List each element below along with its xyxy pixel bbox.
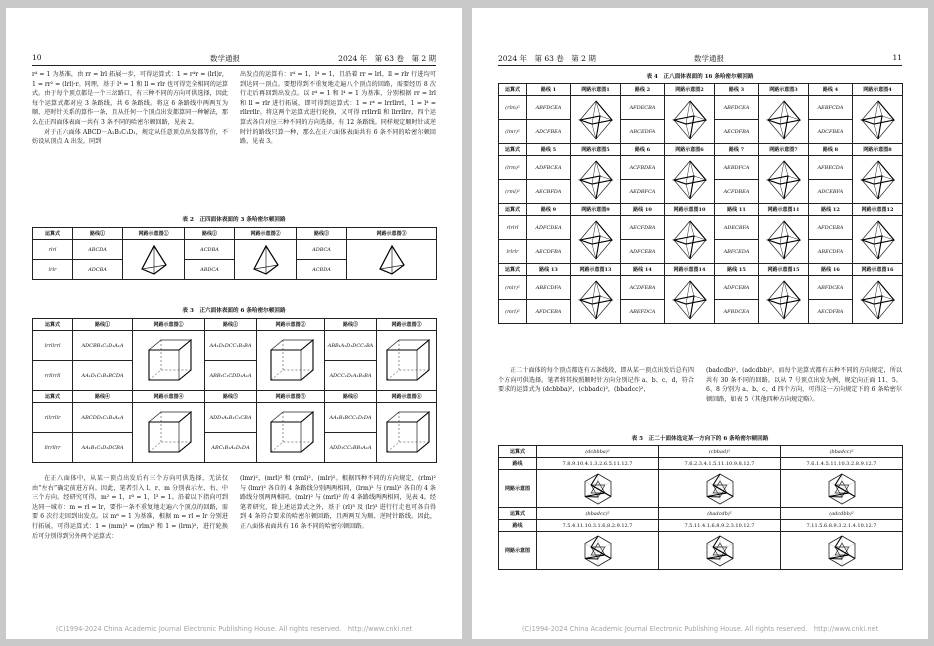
header-cell: [759, 204, 809, 216]
header-cell: 路线 4: [809, 84, 853, 96]
octahedron-icon: [856, 158, 900, 202]
right-page: [472, 8, 928, 639]
route-cell: ACFDBEA: [715, 180, 759, 204]
diagram-head-label: 网路示意图: [673, 207, 699, 213]
tetrahedron-icon: [375, 243, 409, 277]
diagram-head-number: 3: [794, 87, 798, 93]
route-cell: ABEFDCA: [621, 300, 665, 324]
route-cell: ADCFBEA: [809, 120, 853, 144]
right-column-2: [706, 366, 902, 428]
left-column-4: [240, 474, 436, 604]
table-row: [499, 446, 903, 458]
left-page: [6, 8, 462, 639]
table-row: [33, 240, 437, 260]
cube-diagram: [377, 331, 437, 391]
cube-icon: [381, 408, 433, 458]
header-cell: 网路示意图③: [377, 319, 437, 331]
diagram-head-number: 8: [888, 147, 892, 153]
octahedron-icon: [574, 278, 618, 322]
table5-caption: 表 5 正二十面体选定某一方向下的 6 条哈密尔顿回路: [631, 436, 769, 442]
table-row: [499, 532, 903, 570]
expr-cell: (rml)²: [499, 180, 527, 204]
icosahedron-diagram: [659, 470, 781, 508]
octahedron-icon: [856, 98, 900, 142]
paragraph: 对于正六面体 ABCD－A₁B₁C₁D₁，规定从任意顶点出发都等价，不妨设从顶点 A 出发。同到: [32, 128, 228, 146]
diagram-head-number: 13: [604, 267, 612, 273]
route-cell: ABC₁B₁A₁D₁DA: [205, 433, 257, 463]
diagram-head-number: 15: [792, 267, 800, 273]
route-cell: ACDFEBA: [621, 276, 665, 300]
diagram-head-label: 网路示意图: [769, 147, 795, 153]
diagram-head-label: 网路示意图: [861, 207, 887, 213]
octahedron-diagram: [571, 276, 621, 324]
tetrahedron-icon: [137, 243, 171, 277]
octahedron-diagram: [665, 96, 715, 144]
icosahedron-diagram: [537, 532, 659, 570]
icosahedron-diagram: [781, 532, 903, 570]
route-cell: ADD₁CC₁BB₁A₁A: [325, 433, 377, 463]
route-cell: ADCEBFA: [809, 180, 853, 204]
table-header-row: [33, 391, 437, 403]
expr-cell: lrrllrrl: [33, 331, 73, 361]
route-cell: ABCEDFA: [621, 120, 665, 144]
paragraph: (lmr)²，(mrl)² 和 (rml)²，(mlr)²。根据四种不同的方向规定，(rlm)² 与 (lmr)² 各自的 4 条路线分别两两相同，(lrm)² 与 (rml)² 各自的 4 条路线分别两两相同，(mlr)² 与 (mrl)² 的 4 条路线两两相同，见表 4。经笔者研究，除上述运算式之外，基于 (rl)³ 及 (lr)³ 进行行走也可各自得到 4 条符合要求的哈密尔顿回路，且两两互为顺、逆时针路线。因此，正八面体表面共有 16 条不同的哈密尔顿回路。: [240, 475, 436, 530]
route-cell: ADFCDEA: [527, 216, 571, 240]
tetra-diagram: [347, 240, 437, 280]
cube-diagram: [257, 403, 325, 463]
header-cell: 运算式: [499, 144, 527, 156]
octahedron-icon: [762, 98, 806, 142]
table-header-row: [499, 204, 903, 216]
header-cell: 路线⑥: [325, 391, 377, 403]
header-cell: [759, 264, 809, 276]
icosahedron-icon: [696, 533, 744, 569]
row-label: 运算式: [499, 446, 537, 458]
table3-caption: 表 3 正六面体表面的 6 条哈密尔顿回路: [182, 308, 286, 314]
octahedron-icon: [762, 158, 806, 202]
route-cell: AEBFCDA: [809, 96, 853, 120]
row-label: 网路示意图: [499, 470, 537, 508]
table-row: [499, 508, 903, 520]
header-cell: 路线①: [73, 228, 123, 240]
tetra-diagram: [235, 240, 297, 280]
header-cell: [665, 264, 715, 276]
icosahedron-diagram: [659, 532, 781, 570]
octahedron-diagram: [759, 96, 809, 144]
route-cell: ABB₁A₁D₁DCC₁BA: [325, 331, 377, 361]
diagram-head-label: 网路示意图: [767, 207, 793, 213]
cube-diagram: [257, 331, 325, 391]
octahedron-diagram: [853, 96, 903, 144]
header-cell: 网路示意图②: [257, 319, 325, 331]
expr-cell: (bbadcc)²: [537, 508, 659, 520]
left-column-2: [240, 70, 436, 210]
octahedron-icon: [668, 278, 712, 322]
diagram-head-label: 网路示意图: [675, 147, 701, 153]
expr-cell: (bbadcc)²: [781, 446, 903, 458]
header-cell: 网路示意图③: [347, 228, 437, 240]
cube-icon: [143, 408, 195, 458]
left-issue-info: 2024 年 第 63 卷 第 2 期: [338, 54, 436, 63]
header-cell: 路线 13: [527, 264, 571, 276]
octahedron-icon: [574, 98, 618, 142]
route-cell: 7.8.9.10.4.1.3.2.6.5.11.12.7: [537, 458, 659, 470]
cube-icon: [381, 336, 433, 386]
paragraph: (badcdb)²，(adcdbb)²。而每个运算式都有五种不同的方向规定，所以共有 30 条不同的回路。以从 7 号顶点出发为例，规定向正面 11、5、6、8 分别为 a、b、c、d 四个方向，可得这一方向规定下的 6 条哈密尔顿回路，如表 5（其他四种方向规定略）。: [706, 367, 902, 403]
octahedron-icon: [856, 278, 900, 322]
paragraph: 在正八面体中，从某一顶点出发后有三个方向可供选择，无法仅由“左右”确定前进方向。因此，笔者引入 l、r、m 分别表示左、右、中三个方向。经研究可得，m² = 1，r³ = 1，l³ = 1。沿着以下指向可到达同一城市：m = rl = lr，要作一条不重复地走遍六个顶点的回路，需要 6 次行走回到出发点。以 m⁶ = 1 为基准，根据 m = rl = lr 分别进行拓展，可得运算式：1 = (mm)³ = (rlm)² 和 1 = (lrm)²，进行轮换后可分别得到另外两个运算式：: [32, 475, 228, 540]
route-cell: AA₁D₁DCC₁B₁BA: [205, 331, 257, 361]
header-cell: 运算式: [499, 84, 527, 96]
header-cell: [571, 204, 621, 216]
left-copyright-footer: (C)1994-2024 China Academic Journal Electronic Publishing House. All rights reserved. http://www.cnki.net: [55, 625, 413, 633]
row-label: 网路示意图: [499, 532, 537, 570]
header-cell: 运算式: [33, 391, 73, 403]
right-page-number: 11: [892, 53, 902, 62]
left-running-header: [32, 53, 436, 66]
route-cell: ADECBFA: [715, 216, 759, 240]
diagram-head-number: 10: [698, 207, 706, 213]
header-cell: [853, 204, 903, 216]
paragraph: 出发点的运算有：r⁴ = 1，l⁴ = 1，且沿着 rr = lrl，ll = rlr 行进均可到达同一顶点。要想得到不重复地走遍八个顶点的回路，需要经历 8 次行走后再回到出发点。以 r⁴ = 1 和 l⁴ = 1 为基准，分别根据 rr = lrl 和 ll = rlr 进行拓展，即可得到运算式：1 = r⁴ = lrrllrrl，1 = l⁴ = rllrrllr。将这两个运算式进行轮换，又可得 rrllrrll 和 llrrllrr。四个运算式各自对应三种不同的方向选择，有 12 条路线。同样规定顺时针或逆时针的路线只算一种，那么在正六面体表面共有 6 条不同的哈密尔顿回路，见表 3。: [240, 71, 436, 146]
route-cell: 7.5.11.4.1.6.8.9.2.3.10.12.7: [659, 520, 781, 532]
header-cell: 路线③: [297, 228, 347, 240]
octahedron-diagram: [665, 276, 715, 324]
header-cell: 路线①: [73, 319, 133, 331]
route-cell: 7.6.2.3.4.1.5.11.10.9.8.12.7: [659, 458, 781, 470]
header-cell: 网路示意图①: [133, 319, 205, 331]
expr-cell: rlrlrl: [499, 216, 527, 240]
route-cell: AECBFDA: [527, 180, 571, 204]
route-cell: AFDECBA: [621, 96, 665, 120]
table5: [498, 445, 903, 570]
row-label: 路线: [499, 458, 537, 470]
table-header-row: [33, 228, 437, 240]
header-cell: 路线 3: [715, 84, 759, 96]
expr-cell: (mlr)²: [499, 276, 527, 300]
route-cell: AA₁B₁C₁D₁DCBA: [73, 433, 133, 463]
paragraph: r⁴ = 1 为基准，由 rr = lrl 拓展一步，可得运算式：1 = r⁴r = (lrl)r，1 = rr² = (lrl)·r。同理，基于 l⁴ = 1 和 ll = rlr 也可得完全相同的运算式。由于每个顶点都是一个三岔路口，有三种不同的方向可供选择，因此每个运算式都对应 3 条路线，共 6 条路线。将这 6 条路线中两两互为顺、逆时针关系的算作一条，且从任何一个顶点出发都算同一种解法，那么在正四面体表面一共有 3 条不同的哈密尔顿回路，见表 2。: [32, 71, 228, 126]
route-cell: 7.6.1.4.5.11.10.3.2.8.9.12.7: [781, 458, 903, 470]
diagram-head-label: 网路示意图: [581, 207, 607, 213]
header-cell: [759, 144, 809, 156]
header-cell: 网路示意图②: [235, 228, 297, 240]
route-cell: 7.5.4.11.10.3.1.6.8.2.9.12.7: [537, 520, 659, 532]
octahedron-diagram: [665, 216, 715, 264]
header-cell: [853, 84, 903, 96]
diagram-head-number: 5: [606, 147, 610, 153]
octahedron-icon: [668, 98, 712, 142]
left-column-1: [32, 70, 228, 210]
row-label: 路线: [499, 520, 537, 532]
route-cell: AFDCEBA: [809, 216, 853, 240]
route-cell: ABFDCEA: [809, 276, 853, 300]
table-header-row: [499, 144, 903, 156]
cube-icon: [265, 336, 317, 386]
octahedron-diagram: [571, 156, 621, 204]
octahedron-icon: [762, 278, 806, 322]
table-header-row: [33, 319, 437, 331]
expr-cell: rlrl: [33, 240, 73, 260]
route-cell: AFDCEBA: [527, 300, 571, 324]
header-cell: [571, 84, 621, 96]
diagram-head-label: 网路示意图: [581, 87, 607, 93]
right-column-1: [498, 366, 694, 428]
header-cell: 路线 5: [527, 144, 571, 156]
table2: [32, 227, 437, 280]
expr-cell: rrllrrll: [33, 361, 73, 391]
table-row: [499, 216, 903, 240]
cube-diagram: [377, 403, 437, 463]
octahedron-diagram: [571, 216, 621, 264]
route-cell: ADBCA: [297, 240, 347, 260]
diagram-head-number: 11: [792, 207, 800, 213]
route-cell: ADFCEBA: [621, 240, 665, 264]
route-cell: ABDCA: [185, 260, 235, 280]
header-cell: 路线 2: [621, 84, 665, 96]
header-cell: 网路示意图④: [133, 391, 205, 403]
table-row: [499, 276, 903, 300]
header-cell: 运算式: [33, 228, 73, 240]
route-cell: ACBDA: [297, 260, 347, 280]
octahedron-diagram: [853, 156, 903, 204]
table3: [32, 318, 437, 463]
octahedron-diagram: [759, 216, 809, 264]
route-cell: ABECDFA: [527, 276, 571, 300]
octahedron-diagram: [571, 96, 621, 144]
icosahedron-diagram: [537, 470, 659, 508]
left-journal-name: 数学通报: [210, 54, 240, 63]
tetrahedron-icon: [249, 243, 283, 277]
diagram-head-label: 网路示意图: [863, 87, 889, 93]
header-cell: 路线 16: [809, 264, 853, 276]
table-header-row: [499, 84, 903, 96]
right-running-header: [498, 53, 902, 66]
table-row: [499, 96, 903, 120]
header-cell: 路线 14: [621, 264, 665, 276]
left-column-3: [32, 474, 228, 604]
header-cell: 运算式: [33, 319, 73, 331]
expr-cell: rllrrllr: [33, 403, 73, 433]
header-cell: 运算式: [499, 264, 527, 276]
right-issue-info: 2024 年 第 63 卷 第 2 期: [498, 54, 596, 63]
header-cell: [665, 84, 715, 96]
header-cell: 路线⑤: [205, 391, 257, 403]
table-row: [33, 403, 437, 433]
route-cell: ABECDFA: [809, 240, 853, 264]
expr-cell: (rlm)²: [499, 96, 527, 120]
header-cell: 网路示意图⑤: [257, 391, 325, 403]
route-cell: AA₁D₁C₁B₁BCDA: [73, 361, 133, 391]
route-cell: ABFDCEA: [527, 96, 571, 120]
table-row: [499, 470, 903, 508]
route-cell: AFBECDA: [809, 156, 853, 180]
expr-cell: (cbbad)²: [659, 446, 781, 458]
route-cell: ACFBDEA: [621, 156, 665, 180]
route-cell: ADCBB₁C₁D₁A₁A: [73, 331, 133, 361]
diagram-head-number: 6: [700, 147, 704, 153]
header-cell: [571, 144, 621, 156]
octahedron-icon: [574, 218, 618, 262]
diagram-head-label: 网路示意图: [863, 147, 889, 153]
left-page-number: 10: [32, 53, 42, 62]
header-cell: 路线④: [73, 391, 133, 403]
icosahedron-diagram: [781, 470, 903, 508]
table4-caption: 表 4 正八面体表面的 16 条哈密尔顿回路: [646, 74, 754, 80]
table-row: [499, 458, 903, 470]
header-cell: 路线 10: [621, 204, 665, 216]
tetra-diagram: [123, 240, 185, 280]
octahedron-diagram: [665, 156, 715, 204]
cube-icon: [265, 408, 317, 458]
header-cell: [571, 264, 621, 276]
route-cell: ADCC₁D₁A₁B₁BA: [325, 361, 377, 391]
header-cell: 路线②: [185, 228, 235, 240]
expr-cell: lrlr: [33, 260, 73, 280]
route-cell: ADFCEBA: [715, 276, 759, 300]
route-cell: AEBDFCA: [715, 156, 759, 180]
table4: [498, 83, 903, 324]
expr-cell: (mrl)²: [499, 300, 527, 324]
expr-cell: (dcbbba)²: [537, 446, 659, 458]
diagram-head-label: 网路示意图: [861, 267, 887, 273]
diagram-head-label: 网路示意图: [675, 87, 701, 93]
route-cell: AECDFBA: [809, 300, 853, 324]
route-cell: AECDFBA: [715, 120, 759, 144]
expr-cell: (badcdb)²: [659, 508, 781, 520]
right-journal-name: 数学通报: [694, 54, 724, 63]
diagram-head-number: 1: [606, 87, 610, 93]
icosahedron-icon: [818, 533, 866, 569]
header-cell: 运算式: [499, 204, 527, 216]
right-copyright-footer: (C)1994-2024 China Academic Journal Electronic Publishing House. All rights reserved. http://www.cnki.net: [521, 625, 879, 633]
header-cell: 路线 8: [809, 144, 853, 156]
table-row: [33, 433, 437, 463]
header-cell: 网路示意图⑥: [377, 391, 437, 403]
route-cell: ABB₁C₁CDD₁A₁A: [205, 361, 257, 391]
diagram-head-number: 12: [886, 207, 894, 213]
route-cell: ACDBA: [185, 240, 235, 260]
table-row: [33, 331, 437, 361]
header-cell: [665, 144, 715, 156]
route-cell: ABFCEDA: [715, 240, 759, 264]
cube-diagram: [133, 403, 205, 463]
expr-cell: (lmr)²: [499, 120, 527, 144]
header-cell: 路线 6: [621, 144, 665, 156]
paragraph: 正二十面体的每个顶点都连有五条线段，即从某一顶点出发后总有四个方向可供选择。笔者将其按照顺时针方向分别记作 a、b、c、d，符合要求的运算式为 (dcbbba)²，(cbbadc)²，(bbadcc)²，: [498, 367, 694, 394]
icosahedron-icon: [818, 471, 866, 507]
row-label: 运算式: [499, 508, 537, 520]
route-cell: AA₁B₁BCC₁D₁DA: [325, 403, 377, 433]
header-cell: 路线 7: [715, 144, 759, 156]
octahedron-diagram: [853, 216, 903, 264]
diagram-head-number: 16: [886, 267, 894, 273]
table-row: [499, 156, 903, 180]
diagram-head-number: 9: [606, 207, 610, 213]
diagram-head-number: 2: [700, 87, 704, 93]
header-cell: 路线 12: [809, 204, 853, 216]
table-row: [33, 361, 437, 391]
cube-diagram: [133, 331, 205, 391]
route-cell: AECDFBA: [527, 240, 571, 264]
route-cell: ABCDA: [73, 240, 123, 260]
octahedron-diagram: [759, 276, 809, 324]
diagram-head-label: 网路示意图: [673, 267, 699, 273]
diagram-head-number: 14: [698, 267, 706, 273]
route-cell: AFBDCEA: [715, 300, 759, 324]
expr-cell: llrrllrr: [33, 433, 73, 463]
expr-cell: (adcdbb)²: [781, 508, 903, 520]
header-cell: 路线 11: [715, 204, 759, 216]
header-cell: 路线 9: [527, 204, 571, 216]
octahedron-icon: [762, 218, 806, 262]
octahedron-diagram: [853, 276, 903, 324]
octahedron-icon: [668, 158, 712, 202]
octahedron-icon: [668, 218, 712, 262]
header-cell: [853, 264, 903, 276]
expr-cell: lrlrlr: [499, 240, 527, 264]
header-cell: 路线③: [325, 319, 377, 331]
icosahedron-icon: [696, 471, 744, 507]
octahedron-icon: [856, 218, 900, 262]
route-cell: ABFDCEA: [715, 96, 759, 120]
diagram-head-label: 网路示意图: [767, 267, 793, 273]
diagram-head-label: 网路示意图: [769, 87, 795, 93]
octahedron-diagram: [759, 156, 809, 204]
route-cell: 7.11.5.6.8.9.3.2.1.4.10.12.7: [781, 520, 903, 532]
header-cell: [759, 84, 809, 96]
cube-icon: [143, 336, 195, 386]
header-cell: 网路示意图①: [123, 228, 185, 240]
route-cell: ADCFBEA: [527, 120, 571, 144]
diagram-head-number: 4: [888, 87, 892, 93]
header-cell: 路线 1: [527, 84, 571, 96]
icosahedron-icon: [574, 533, 622, 569]
route-cell: ADD₁A₁B₁C₁CBA: [205, 403, 257, 433]
diagram-head-label: 网路示意图: [579, 267, 605, 273]
octahedron-icon: [574, 158, 618, 202]
table-header-row: [499, 264, 903, 276]
header-cell: [665, 204, 715, 216]
header-cell: [853, 144, 903, 156]
table-row: [499, 520, 903, 532]
diagram-head-label: 网路示意图: [581, 147, 607, 153]
route-cell: AEDBFCA: [621, 180, 665, 204]
expr-cell: (lrm)²: [499, 156, 527, 180]
table2-caption: 表 2 正四面体表面的 3 条哈密尔顿回路: [182, 217, 286, 223]
header-cell: 路线②: [205, 319, 257, 331]
diagram-head-number: 7: [794, 147, 798, 153]
header-cell: 路线 15: [715, 264, 759, 276]
icosahedron-icon: [574, 471, 622, 507]
route-cell: AECFDBA: [621, 216, 665, 240]
route-cell: ADCBA: [73, 260, 123, 280]
route-cell: ADFBCEA: [527, 156, 571, 180]
route-cell: ABCDD₁C₁B₁A₁A: [73, 403, 133, 433]
